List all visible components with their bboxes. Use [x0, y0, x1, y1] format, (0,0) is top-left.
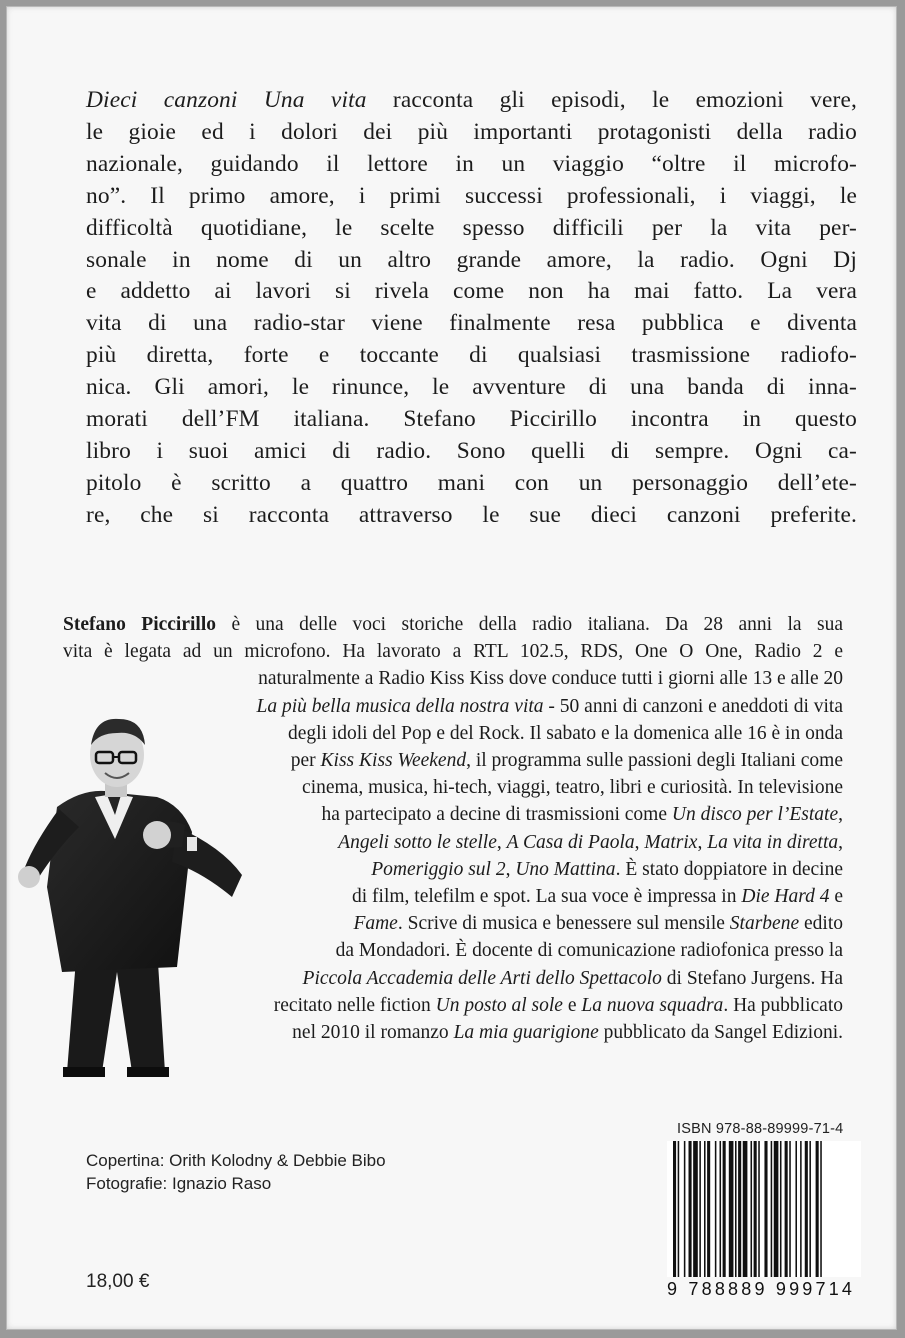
barcode-bar — [715, 1141, 717, 1277]
bio-line: Angeli sotto le stelle, A Casa di Paola, Matrix, La vita in diretta, — [338, 831, 843, 853]
barcode-digits: 9 788889 999714 — [667, 1279, 856, 1299]
barcode-bar — [738, 1141, 741, 1277]
blurb-line: e addetto ai lavori si rivela come non ha mai fatto. La vera — [86, 278, 857, 305]
barcode-bar — [704, 1141, 706, 1277]
barcode-bar — [707, 1141, 710, 1277]
blurb-line: Dieci canzoni Una vita racconta gli episodi, le emozioni vere, — [86, 87, 857, 113]
barcode-bar — [743, 1141, 748, 1277]
photo-credit: Fotografie: Ignazio Raso — [86, 1174, 272, 1193]
blurb-line: morati dell’FM italiana. Stefano Piccirillo incontra in questo — [86, 406, 857, 433]
bio-line: da Mondadori. È docente di comunicazione radiofonica presso la — [335, 940, 843, 962]
bio-line: naturalmente a Radio Kiss Kiss dove conduce tutti i giorni alle 13 e alle 20 — [258, 668, 843, 690]
blurb-line: nica. Gli amori, le rinunce, le avventure di una banda di inna- — [86, 374, 857, 401]
bio-line: vita è legata ad un microfono. Ha lavorato a RTL 102.5, RDS, One O One, Radio 2 e — [63, 641, 843, 663]
barcode-bar — [684, 1141, 686, 1277]
bio-line: La più bella musica della nostra vita - 50 anni di canzoni e aneddoti di vita — [256, 695, 843, 717]
blurb-line: vita di una radio-star viene finalmente resa pubblica e diventa — [86, 310, 857, 337]
blurb-line: nazionale, guidando il lettore in un viaggio “oltre il microfo- — [86, 150, 857, 177]
bio-line: Piccola Accademia delle Arti dello Spettacolo di Stefano Jurgens. Ha — [302, 967, 843, 989]
bio-line: recitato nelle fiction Un posto al sole e La nuova squadra. Ha pubblicato — [273, 994, 843, 1016]
bio-line: di film, telefilm e spot. La sua voce è impressa in Die Hard 4 e — [352, 886, 843, 908]
book-back-cover — [6, 6, 897, 1330]
barcode-bar — [729, 1141, 734, 1277]
barcode-bar — [751, 1141, 753, 1277]
bio-line: Pomeriggio sul 2, Uno Mattina. È stato doppiatore in decine — [371, 858, 843, 880]
barcode-bar — [774, 1141, 779, 1277]
bio-line: ha partecipato a decine di trasmissioni come Un disco per l’Estate, — [321, 804, 843, 826]
barcode-bar — [771, 1141, 773, 1277]
barcode-bar — [764, 1141, 767, 1277]
author-name: Stefano Piccirillo — [63, 614, 216, 635]
credits — [86, 1149, 386, 1195]
bio-line: cinema, musica, hi-tech, viaggi, teatro, libri e curiosità. In televisione — [302, 777, 843, 799]
barcode-bar — [735, 1141, 737, 1277]
barcode-bar — [809, 1141, 811, 1277]
book-blurb — [86, 85, 857, 532]
price: 18,00 € — [86, 1271, 150, 1292]
barcode-bar — [678, 1141, 680, 1277]
barcode-bar — [780, 1141, 782, 1277]
barcode-bar — [800, 1141, 802, 1277]
blurb-line: le gioie ed i dolori dei più importanti protagonisti della radio — [86, 118, 857, 145]
barcode-bar — [789, 1141, 791, 1277]
author-bio — [63, 611, 843, 1046]
barcode-bar — [699, 1141, 701, 1277]
blurb-line: pitolo è scritto a quattro mani con un personaggio dell’ete- — [86, 469, 857, 496]
barcode-bar — [785, 1141, 788, 1277]
bio-line: per Kiss Kiss Weekend, il programma sulle passioni degli Italiani come — [290, 750, 843, 772]
blurb-line: difficoltà quotidiane, le scelte spesso difficili per la vita per- — [86, 214, 857, 241]
blurb-line: libro i suoi amici di radio. Sono quelli di sempre. Ogni ca- — [86, 437, 857, 464]
bio-line: Stefano Piccirillo è una delle voci storiche della radio italiana. Da 28 anni la sua — [63, 614, 843, 635]
barcode-bar — [754, 1141, 757, 1277]
bio-line: nel 2010 il romanzo La mia guarigione pubblicato da Sangel Edizioni. — [292, 1022, 843, 1044]
blurb-line: più diretta, forte e toccante di qualsiasi trasmissione radiofo- — [86, 342, 857, 369]
barcode-bar — [805, 1141, 808, 1277]
bio-line: degli idoli del Pop e del Rock. Il sabato e la domenica alle 16 è in onda — [287, 722, 843, 744]
barcode-bar — [723, 1141, 726, 1277]
barcode-bar — [720, 1141, 722, 1277]
barcode-bar — [693, 1141, 698, 1277]
barcode-bar — [795, 1141, 797, 1277]
blurb-line: no”. Il primo amore, i primi successi professionali, i viaggi, le — [86, 182, 857, 209]
barcode-bar — [816, 1141, 819, 1277]
bio-line: Fame. Scrive di musica e benessere sul mensile Starbene edito — [353, 913, 843, 935]
blurb-line: sonale in nome di un altro grande amore, la radio. Ogni Dj — [86, 246, 857, 273]
blurb-line: re, che si racconta attraverso le sue dieci canzoni preferite. — [86, 501, 857, 528]
barcode — [667, 1141, 861, 1277]
cover-credit: Copertina: Orith Kolodny & Debbie Bibo — [86, 1151, 386, 1170]
barcode-bar — [689, 1141, 692, 1277]
isbn-label: ISBN 978-88-89999-71-4 — [677, 1121, 844, 1137]
barcode-bar — [758, 1141, 760, 1277]
barcode-bar — [673, 1141, 676, 1277]
barcode-bar — [820, 1141, 822, 1277]
